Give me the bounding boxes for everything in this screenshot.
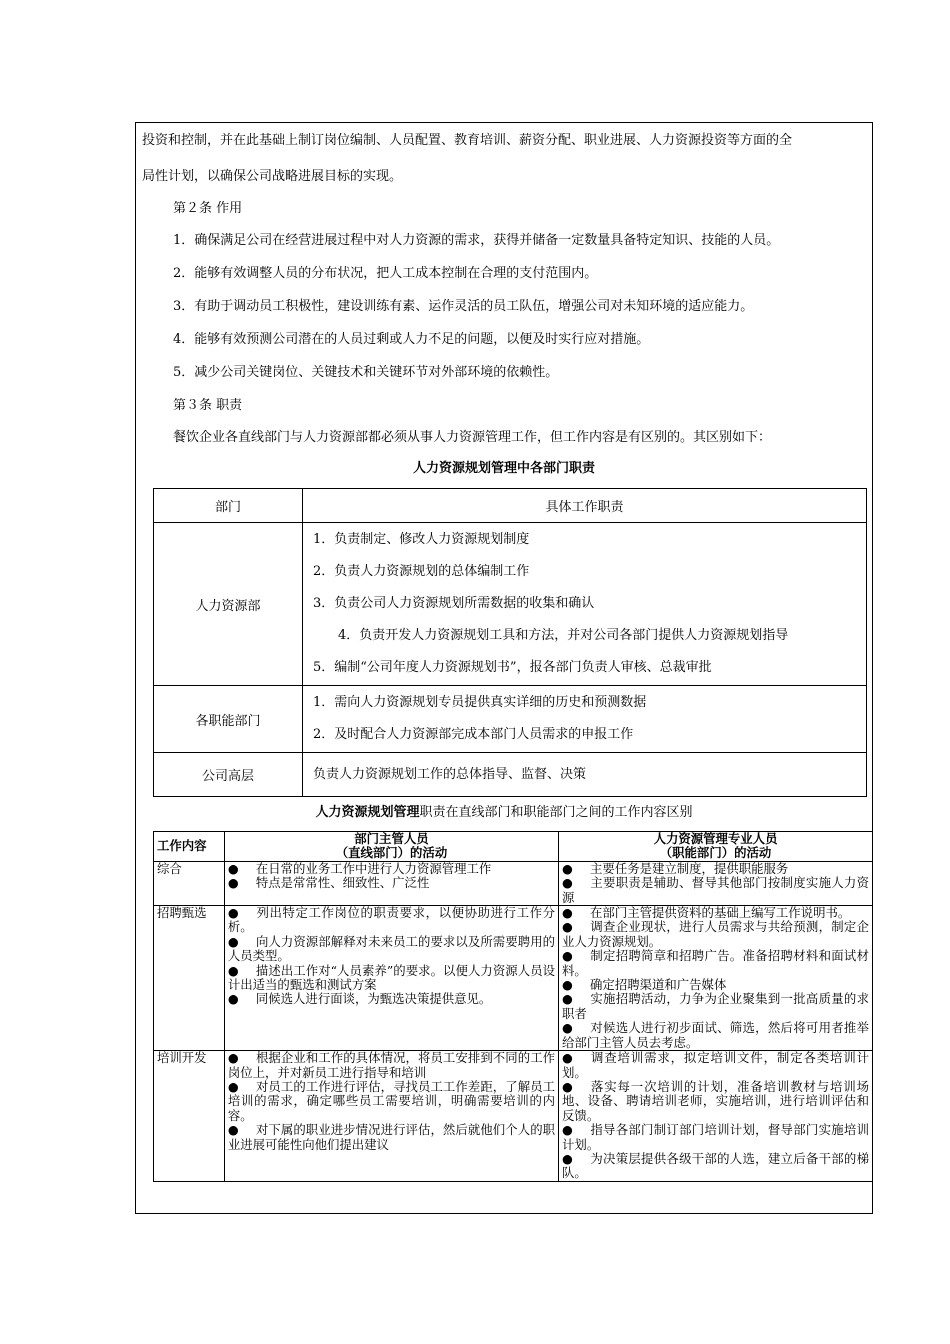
bullet-icon: ● [562, 1150, 573, 1166]
list-item: ● 调查企业现状，进行人员需求与共给预测，制定企业人力资源规划。 [562, 919, 869, 949]
bullet-icon: ● [227, 1050, 239, 1066]
table-2-title-rest: 职责在直线部门和职能部门之间的工作内容区别 [419, 805, 693, 820]
dept-cell: 人力资源部 [154, 523, 303, 686]
header-work-content: 工作内容 [154, 832, 225, 862]
header-dept: 部门 [154, 489, 303, 523]
article-3-title: 第３条 职责 [173, 398, 243, 413]
bullet-icon: ● [562, 1050, 573, 1066]
list-item: ● 同候选人进行面谈，为甄选决策提供意见。 [227, 991, 492, 1007]
bullet-icon: ● [562, 860, 573, 876]
bullet-icon: ● [562, 948, 573, 964]
hr-activities [559, 906, 873, 1051]
list-item: ● 根据企业和工作的具体情况，将员工安排到不同的工作岗位上，并对新员工进行指导和培训 [227, 1050, 556, 1080]
duty-cell [303, 686, 867, 753]
list-item: ● 调查培训需求，拟定培训文件，制定各类培训计划。 [562, 1050, 869, 1080]
list-item: ● 实施招聘活动，力争为企业聚集到一批高质量的求职者 [562, 991, 869, 1021]
hr-activities [559, 861, 873, 905]
list-item: ● 在部门主管提供资料的基础上编写工作说明书。 [562, 905, 851, 921]
bullet-icon: ● [562, 905, 573, 921]
header-hr-dept-2: （职能部门）的活动 [659, 845, 772, 861]
list-item: ● 对候选人进行初步面试、筛选，然后将可用者推举给部门主管人员去考虑。 [562, 1020, 869, 1050]
table-row [154, 753, 867, 797]
bullet-icon: ● [562, 919, 573, 935]
list-item: ● 主要职责是辅助、督导其他部门按制度实施人力资源 [562, 875, 869, 905]
intro-line-2: 局性计划，以确保公司战略进展目标的实现。 [142, 169, 403, 184]
header-duty: 具体工作职责 [303, 489, 867, 523]
duty-line: 4．负责开发人力资源规划工具和方法，并对公司各部门提供人力资源规划指导 [338, 628, 789, 643]
list-item: ● 在日常的业务工作中进行人力资源管理工作 [227, 860, 492, 876]
table-row [154, 686, 867, 753]
line-activities [224, 1051, 558, 1182]
table-row [154, 523, 867, 686]
article-2-item-2: 2．能够有效调整人员的分布状况，把人工成本控制在合理的支付范围内。 [173, 266, 598, 281]
bullet-icon: ● [562, 977, 573, 993]
duty-cell [303, 753, 867, 797]
duty-line: 负责人力资源规划工作的总体指导、监督、决策 [313, 766, 587, 782]
duty-line: 5．编制“公司年度人力资源规划书”，报各部门负责人审核、总裁审批 [313, 660, 712, 675]
list-item: ● 落实每一次培训的计划，准备培训教材与培训场地、设备、聘请培训老师，实施培训，进行培训评估和反馈。 [562, 1078, 869, 1123]
duty-line: 1．需向人力资源规划专员提供真实详细的历史和预测数据 [313, 695, 647, 710]
duty-cell [303, 523, 867, 686]
row-name: 招聘甄选 [154, 906, 225, 1051]
list-item: ● 描述出工作对“人员素养”的要求。以便人力资源人员设计出适当的甄选和测试方案 [227, 962, 556, 993]
article-2-item-4: 4．能够有效预测公司潜在的人员过剩或人力不足的问题，以便及时实行应对措施。 [173, 332, 650, 347]
bullet-icon: ● [562, 991, 573, 1007]
hr-activities [559, 1051, 873, 1182]
table-row [154, 906, 873, 1051]
list-item: ● 确定招聘渠道和广告媒体 [562, 977, 727, 993]
list-item: ● 向人力资源部解释对未来员工的要求以及所需要聘用的人员类型。 [227, 933, 556, 964]
list-item: ● 对员工的工作进行评估，寻找员工工作差距，了解员工培训的需求，确定哪些员工需要培训，明确需要培训的内容。 [227, 1078, 556, 1123]
document-frame [135, 122, 873, 1214]
header-line-dept-2: （直线部门）的活动 [335, 845, 448, 861]
header-hr-dept [559, 832, 873, 862]
duty-line: 2．及时配合人力资源部完成本部门人员需求的申报工作 [313, 727, 634, 742]
article-2-title: 第２条 作用 [173, 201, 243, 216]
header-line-dept [224, 832, 558, 862]
bullet-icon: ● [562, 1122, 573, 1138]
article-3-para: 餐饮企业各直线部门与人力资源部都必须从事人力资源管理工作，但工作内容是有区别的。其区别如下： [173, 430, 772, 445]
table-row [154, 861, 873, 905]
list-item: ● 列出特定工作岗位的职责要求，以便协助进行工作分析。 [227, 905, 556, 935]
bullet-icon: ● [227, 1122, 239, 1138]
article-2-item-5: 5．减少公司关键岗位、关键技术和关键环节对外部环境的依赖性。 [173, 365, 559, 380]
table-row [154, 1051, 873, 1182]
row-name: 培训开发 [154, 1051, 225, 1182]
list-item: ● 为决策层提供各级干部的人选，建立后备干部的梯队。 [562, 1150, 869, 1181]
list-item: ● 主要任务是建立制度，提供职能服务 [562, 860, 789, 876]
table-2-title [136, 805, 872, 821]
article-2-item-1: 1．确保满足公司在经营进展过程中对人力资源的需求，获得并储备一定数量具备特定知识、技能的人员。 [173, 233, 780, 248]
bullet-icon: ● [227, 933, 239, 949]
list-item: ● 制定招聘简章和招聘广告。准备招聘材料和面试材料。 [562, 948, 869, 978]
table-header-row [154, 489, 867, 523]
dept-cell: 公司高层 [154, 753, 303, 797]
line-activities [224, 906, 558, 1051]
list-item: ● 指导各部门制订部门培训计划，督导部门实施培训计划。 [562, 1122, 869, 1152]
line-vs-staff-table [153, 831, 873, 1182]
bullet-icon: ● [227, 875, 239, 891]
dept-duty-table [153, 488, 867, 797]
list-item: ● 对下属的职业进步情况进行评估，然后就他们个人的职业进展可能性向他们提出建议 [227, 1122, 556, 1152]
duty-line: 2．负责人力资源规划的总体编制工作 [313, 564, 530, 579]
bullet-icon: ● [562, 1078, 573, 1094]
table-header-row [154, 832, 873, 862]
bullet-icon: ● [227, 962, 239, 978]
bullet-icon: ● [227, 1078, 239, 1094]
dept-cell: 各职能部门 [154, 686, 303, 753]
bullet-icon: ● [227, 860, 239, 876]
table-1-title: 人力资源规划管理中各部门职责 [412, 461, 595, 476]
bullet-icon: ● [227, 905, 239, 921]
header-line-dept-1: 部门主管人员 [354, 831, 429, 846]
row-name: 综合 [154, 861, 225, 905]
bullet-icon: ● [562, 875, 573, 891]
list-item: ● 特点是常常性、细致性、广泛性 [227, 875, 430, 891]
bullet-icon: ● [227, 991, 239, 1007]
line-activities [224, 861, 558, 905]
table-2-title-bold: 人力资源规划管理 [315, 805, 420, 820]
duty-line: 1．负责制定、修改人力资源规划制度 [313, 532, 530, 547]
article-2-item-3: 3．有助于调动员工积极性，建设训练有素、运作灵活的员工队伍，增强公司对未知环境的适应能力。 [173, 299, 754, 314]
intro-line-1: 投资和控制，并在此基础上制订岗位编制、人员配置、教育培训、薪资分配、职业进展、人力资源投资等方面的全 [142, 133, 793, 148]
header-hr-dept-1: 人力资源管理专业人员 [653, 831, 778, 846]
bullet-icon: ● [562, 1020, 573, 1036]
duty-line: 3．负责公司人力资源规划所需数据的收集和确认 [313, 596, 595, 611]
